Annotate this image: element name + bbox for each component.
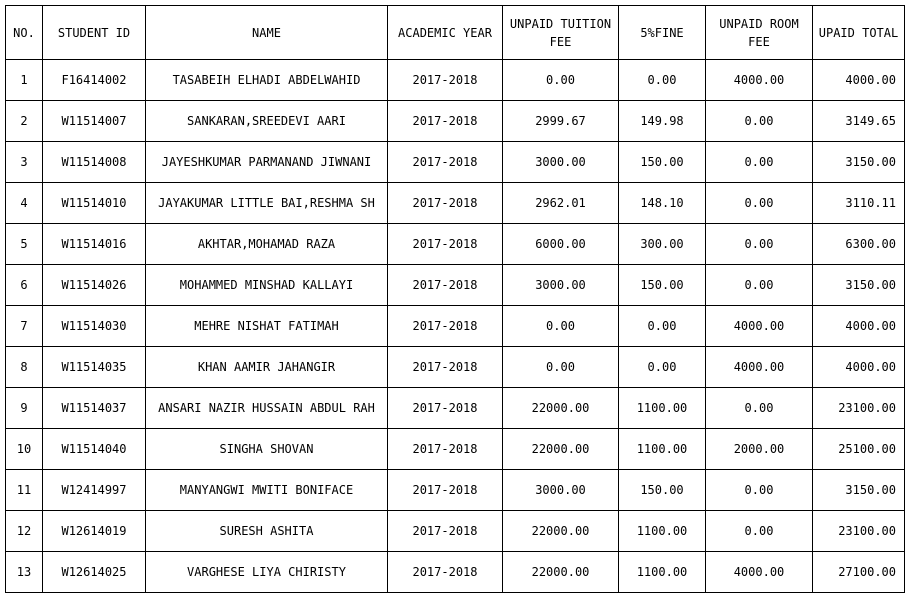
- cell-name: SANKARAN,SREEDEVI AARI: [146, 101, 388, 142]
- cell-fine: 150.00: [619, 142, 706, 183]
- cell-academic-year: 2017-2018: [388, 60, 503, 101]
- cell-no: 8: [6, 347, 43, 388]
- table-row: [6, 265, 905, 306]
- cell-academic-year: 2017-2018: [388, 142, 503, 183]
- cell-fine: 150.00: [619, 470, 706, 511]
- cell-tuition: 3000.00: [503, 265, 619, 306]
- cell-total: 3110.11: [813, 183, 905, 224]
- cell-academic-year: 2017-2018: [388, 388, 503, 429]
- cell-student-id: W11514008: [43, 142, 146, 183]
- cell-room: 0.00: [706, 142, 813, 183]
- table-body: [6, 60, 905, 593]
- table-row: [6, 306, 905, 347]
- table-row: [6, 552, 905, 593]
- cell-name: SURESH ASHITA: [146, 511, 388, 552]
- cell-total: 23100.00: [813, 388, 905, 429]
- cell-student-id: W11514037: [43, 388, 146, 429]
- cell-room: 0.00: [706, 265, 813, 306]
- cell-tuition: 22000.00: [503, 429, 619, 470]
- cell-tuition: 2962.01: [503, 183, 619, 224]
- table-row: [6, 142, 905, 183]
- cell-total: 4000.00: [813, 306, 905, 347]
- cell-total: 3150.00: [813, 265, 905, 306]
- cell-tuition: 22000.00: [503, 511, 619, 552]
- cell-total: 3149.65: [813, 101, 905, 142]
- cell-name: ANSARI NAZIR HUSSAIN ABDUL RAH: [146, 388, 388, 429]
- cell-academic-year: 2017-2018: [388, 224, 503, 265]
- cell-student-id: W12614019: [43, 511, 146, 552]
- cell-no: 3: [6, 142, 43, 183]
- cell-academic-year: 2017-2018: [388, 429, 503, 470]
- header-unpaid-tuition-fee: UNPAID TUITION FEE: [503, 6, 619, 60]
- cell-tuition: 6000.00: [503, 224, 619, 265]
- header-student-id: STUDENT ID: [43, 6, 146, 60]
- table-row: [6, 429, 905, 470]
- cell-fine: 300.00: [619, 224, 706, 265]
- cell-student-id: W11514010: [43, 183, 146, 224]
- table-row: [6, 224, 905, 265]
- cell-student-id: W11514040: [43, 429, 146, 470]
- cell-fine: 148.10: [619, 183, 706, 224]
- cell-fine: 1100.00: [619, 511, 706, 552]
- table-row: [6, 101, 905, 142]
- cell-room: 4000.00: [706, 347, 813, 388]
- cell-name: TASABEIH ELHADI ABDELWAHID: [146, 60, 388, 101]
- fees-table-container: [5, 5, 905, 593]
- cell-total: 25100.00: [813, 429, 905, 470]
- cell-total: 23100.00: [813, 511, 905, 552]
- cell-academic-year: 2017-2018: [388, 470, 503, 511]
- cell-total: 6300.00: [813, 224, 905, 265]
- cell-room: 0.00: [706, 388, 813, 429]
- cell-student-id: F16414002: [43, 60, 146, 101]
- cell-total: 3150.00: [813, 470, 905, 511]
- cell-no: 9: [6, 388, 43, 429]
- cell-academic-year: 2017-2018: [388, 265, 503, 306]
- cell-room: 0.00: [706, 511, 813, 552]
- cell-tuition: 3000.00: [503, 142, 619, 183]
- table-row: [6, 511, 905, 552]
- cell-fine: 0.00: [619, 347, 706, 388]
- header-name: NAME: [146, 6, 388, 60]
- cell-total: 27100.00: [813, 552, 905, 593]
- header-upaid-total: UPAID TOTAL: [813, 6, 905, 60]
- cell-tuition: 22000.00: [503, 388, 619, 429]
- cell-room: 4000.00: [706, 552, 813, 593]
- table-row: [6, 347, 905, 388]
- cell-student-id: W12414997: [43, 470, 146, 511]
- cell-student-id: W11514035: [43, 347, 146, 388]
- cell-name: VARGHESE LIYA CHIRISTY: [146, 552, 388, 593]
- table-row: [6, 60, 905, 101]
- cell-name: MOHAMMED MINSHAD KALLAYI: [146, 265, 388, 306]
- cell-room: 0.00: [706, 183, 813, 224]
- cell-no: 7: [6, 306, 43, 347]
- cell-name: MANYANGWI MWITI BONIFACE: [146, 470, 388, 511]
- cell-room: 0.00: [706, 224, 813, 265]
- cell-fine: 1100.00: [619, 388, 706, 429]
- cell-name: AKHTAR,MOHAMAD RAZA: [146, 224, 388, 265]
- cell-no: 10: [6, 429, 43, 470]
- cell-room: 2000.00: [706, 429, 813, 470]
- cell-fine: 0.00: [619, 306, 706, 347]
- cell-no: 13: [6, 552, 43, 593]
- cell-academic-year: 2017-2018: [388, 347, 503, 388]
- cell-student-id: W11514026: [43, 265, 146, 306]
- cell-fine: 150.00: [619, 265, 706, 306]
- unpaid-fees-table: [5, 5, 905, 593]
- table-row: [6, 183, 905, 224]
- cell-tuition: 3000.00: [503, 470, 619, 511]
- cell-room: 4000.00: [706, 60, 813, 101]
- header-academic-year: ACADEMIC YEAR: [388, 6, 503, 60]
- cell-name: JAYAKUMAR LITTLE BAI,RESHMA SH: [146, 183, 388, 224]
- cell-fine: 149.98: [619, 101, 706, 142]
- cell-name: MEHRE NISHAT FATIMAH: [146, 306, 388, 347]
- cell-room: 0.00: [706, 101, 813, 142]
- cell-academic-year: 2017-2018: [388, 511, 503, 552]
- cell-total: 4000.00: [813, 60, 905, 101]
- table-row: [6, 470, 905, 511]
- cell-no: 6: [6, 265, 43, 306]
- cell-no: 12: [6, 511, 43, 552]
- cell-no: 2: [6, 101, 43, 142]
- cell-student-id: W11514030: [43, 306, 146, 347]
- header-row: [6, 6, 905, 60]
- cell-room: 4000.00: [706, 306, 813, 347]
- cell-tuition: 0.00: [503, 60, 619, 101]
- header-unpaid-room-fee: UNPAID ROOM FEE: [706, 6, 813, 60]
- table-header: [6, 6, 905, 60]
- cell-name: SINGHA SHOVAN: [146, 429, 388, 470]
- cell-academic-year: 2017-2018: [388, 183, 503, 224]
- cell-academic-year: 2017-2018: [388, 306, 503, 347]
- cell-student-id: W11514007: [43, 101, 146, 142]
- cell-no: 4: [6, 183, 43, 224]
- cell-total: 3150.00: [813, 142, 905, 183]
- header-fine: 5%FINE: [619, 6, 706, 60]
- cell-room: 0.00: [706, 470, 813, 511]
- cell-name: KHAN AAMIR JAHANGIR: [146, 347, 388, 388]
- header-no: NO.: [6, 6, 43, 60]
- cell-tuition: 2999.67: [503, 101, 619, 142]
- cell-name: JAYESHKUMAR PARMANAND JIWNANI: [146, 142, 388, 183]
- cell-academic-year: 2017-2018: [388, 552, 503, 593]
- cell-total: 4000.00: [813, 347, 905, 388]
- cell-student-id: W11514016: [43, 224, 146, 265]
- cell-no: 5: [6, 224, 43, 265]
- cell-tuition: 22000.00: [503, 552, 619, 593]
- cell-tuition: 0.00: [503, 347, 619, 388]
- cell-no: 11: [6, 470, 43, 511]
- cell-fine: 0.00: [619, 60, 706, 101]
- cell-fine: 1100.00: [619, 429, 706, 470]
- cell-no: 1: [6, 60, 43, 101]
- cell-academic-year: 2017-2018: [388, 101, 503, 142]
- cell-student-id: W12614025: [43, 552, 146, 593]
- table-row: [6, 388, 905, 429]
- cell-tuition: 0.00: [503, 306, 619, 347]
- cell-fine: 1100.00: [619, 552, 706, 593]
